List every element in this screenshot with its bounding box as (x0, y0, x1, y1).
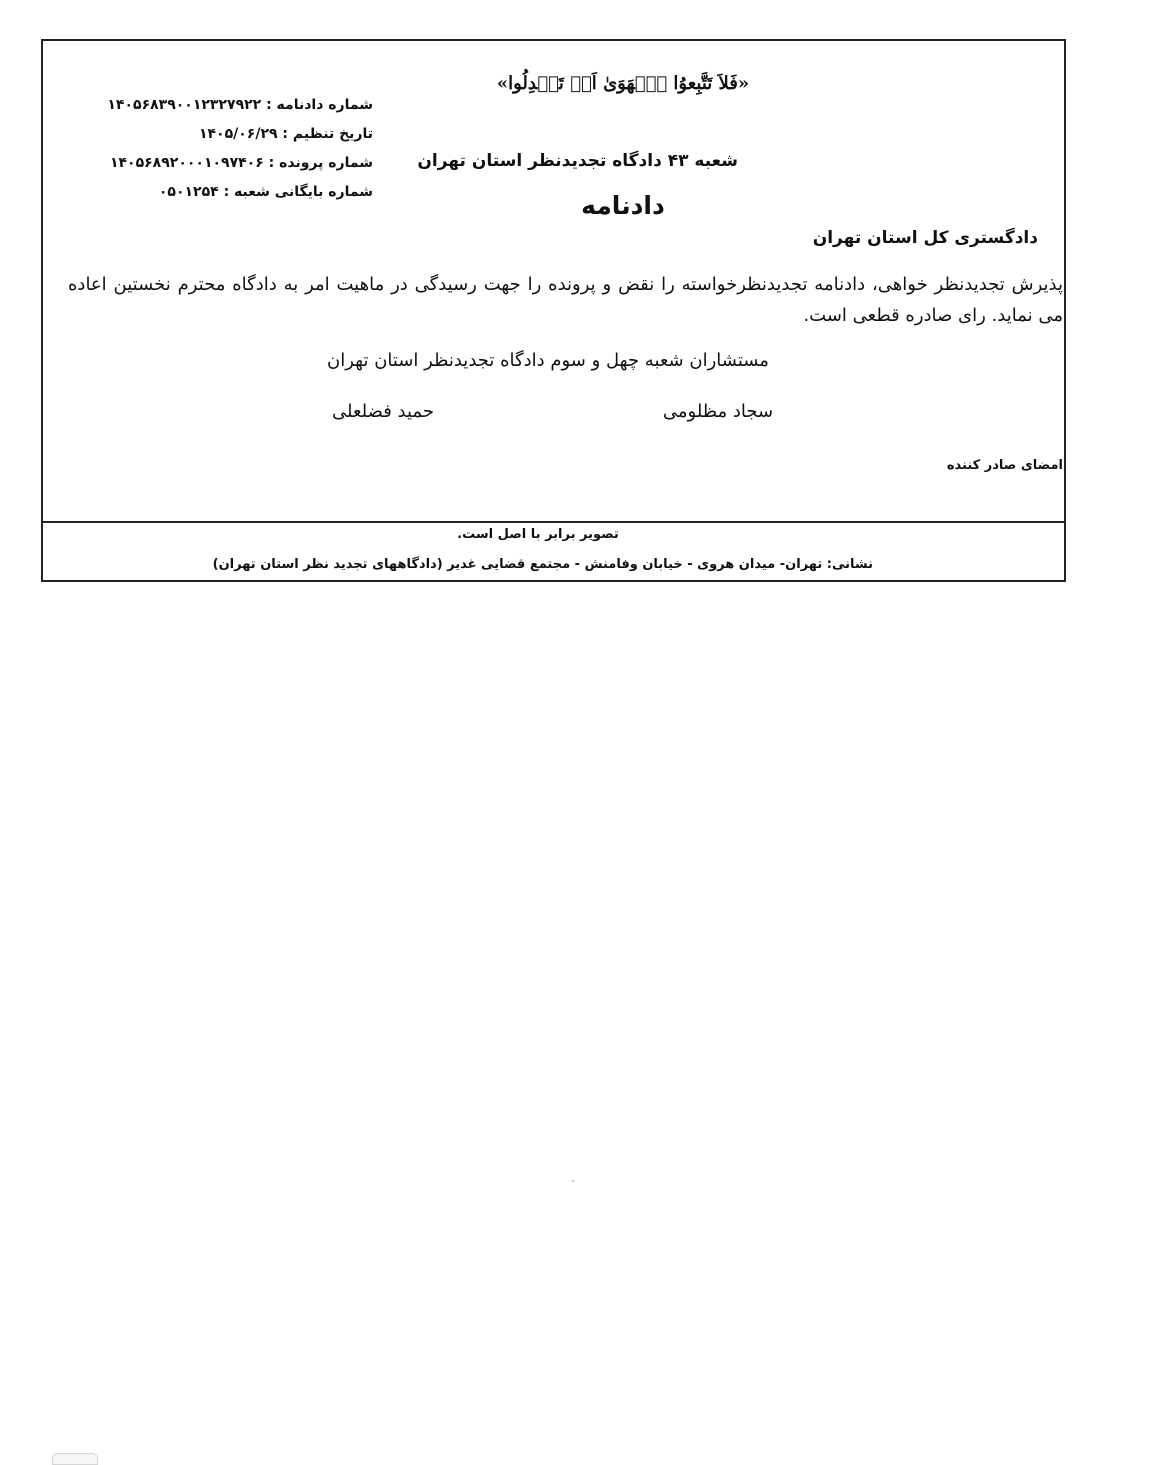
verdict-number: شماره دادنامه : ۱۴۰۵۶۸۳۹۰۰۱۲۳۲۷۹۲۲ (107, 97, 373, 113)
signature-label: امضای صادر کننده (946, 458, 1063, 473)
case-number: شماره پرونده : ۱۴۰۵۶۸۹۲۰۰۰۱۰۹۷۴۰۶ (109, 155, 373, 171)
footer-divider (43, 521, 1064, 523)
judiciary-name: دادگستری کل استان تهران (812, 228, 1038, 248)
judge-name: سجاد مظلومی (662, 401, 774, 422)
document-title: دادنامه (581, 191, 665, 220)
issue-date: تاریخ تنظیم : ۱۴۰۵/۰۶/۲۹ (198, 126, 373, 142)
verdict-text: پذیرش تجدیدنظر خواهی، دادنامه تجدیدنظرخواسته را نقض و پرونده را جهت رسیدگی در ماهیت امر به دادگاه محترم نخستین اعاده می نماید. رای صادره قطعی است. (68, 274, 1063, 326)
document-frame (41, 39, 1066, 582)
advisors-title: مستشاران شعبه چهل و سوم دادگاه تجدیدنظر استان تهران (327, 350, 769, 371)
scan-speck (572, 1180, 574, 1182)
judge-name: حمید فضلعلی (332, 401, 434, 422)
quran-verse: «فَلاَ تَتَّبِعوُا ٱلۡهَوَىٰ اَنۡ تَعۡدِلُوا» (496, 73, 750, 94)
court-branch: شعبه ۴۳ دادگاه تجدیدنظر استان تهران (417, 151, 738, 171)
court-address: نشانی: تهران- میدان هروی - خیابان وفامنش - مجتمع قضایی غدیر (دادگاههای تجدید نظر استان تهران) (212, 557, 873, 572)
archive-number: شماره بایگانی شعبه : ۰۵۰۱۲۵۴ (158, 184, 373, 200)
scan-corner-mark (52, 1453, 98, 1465)
copy-certification: تصویر برابر با اصل است. (457, 527, 619, 542)
